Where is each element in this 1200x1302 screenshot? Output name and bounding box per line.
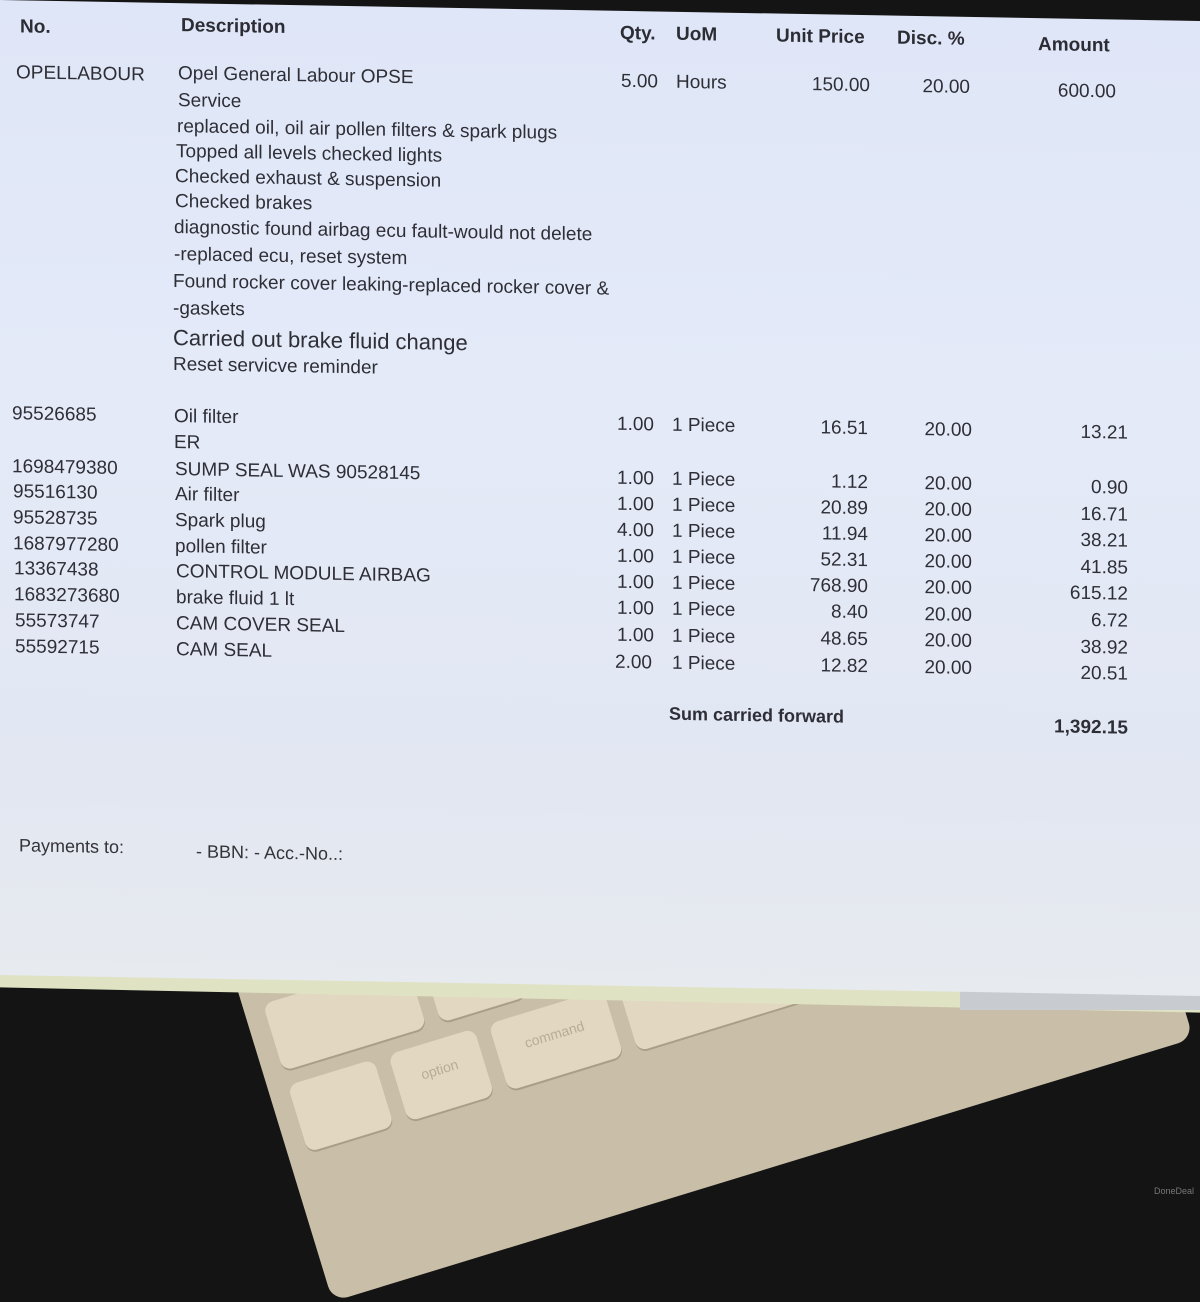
part-unit-price: 16.51 <box>820 417 868 440</box>
part-uom: 1 Piece <box>672 598 736 621</box>
part-disc: 20.00 <box>924 657 972 679</box>
part-disc: 20.00 <box>924 577 972 599</box>
part-disc: 20.00 <box>924 525 972 547</box>
header-description: Description <box>181 15 286 38</box>
part-uom: 1 Piece <box>672 572 736 595</box>
part-no: 95516130 <box>13 481 98 504</box>
labour-desc-line: Service <box>178 90 242 113</box>
part-disc: 20.00 <box>924 604 972 626</box>
part-desc-extra: ER <box>174 432 201 454</box>
sum-label: Sum carried forward <box>669 703 845 727</box>
part-unit-price: 48.65 <box>820 628 868 651</box>
part-disc: 20.00 <box>924 419 972 441</box>
labour-desc-line: -replaced ecu, reset system <box>174 244 408 270</box>
part-unit-price: 11.94 <box>821 523 868 546</box>
part-amount: 0.90 <box>1091 477 1128 499</box>
part-desc: Air filter <box>175 484 240 507</box>
part-amount: 38.92 <box>1080 636 1128 659</box>
part-uom: 1 Piece <box>672 468 736 491</box>
labour-desc-line: Reset servicve reminder <box>173 354 378 379</box>
header-unit-price: Unit Price <box>776 25 865 49</box>
part-qty: 1.00 <box>617 493 654 516</box>
labour-no: OPELLABOUR <box>16 62 145 86</box>
part-no: 1683273680 <box>14 584 120 608</box>
part-qty: 1.00 <box>617 571 654 594</box>
part-uom: 1 Piece <box>672 652 736 675</box>
sum-value: 1,392.15 <box>1054 716 1128 739</box>
part-amount: 13.21 <box>1080 421 1128 444</box>
part-desc: Oil filter <box>174 406 239 429</box>
part-disc: 20.00 <box>924 551 972 573</box>
part-no: 55592715 <box>15 636 100 659</box>
labour-desc-line: replaced oil, oil air pollen filters & spark plugs <box>177 116 558 144</box>
part-amount: 615.12 <box>1069 582 1128 605</box>
part-qty: 1.00 <box>617 597 654 620</box>
labour-amount: 600.00 <box>1057 80 1116 103</box>
part-unit-price: 52.31 <box>820 549 868 572</box>
part-amount: 16.71 <box>1080 503 1128 526</box>
part-qty: 2.00 <box>615 651 652 674</box>
part-no: 13367438 <box>14 558 99 581</box>
part-no: 95526685 <box>12 403 97 426</box>
part-unit-price: 20.89 <box>820 497 868 520</box>
part-desc: pollen filter <box>175 536 267 559</box>
part-qty: 1.00 <box>617 467 654 490</box>
part-no: 95528735 <box>13 507 98 530</box>
key-label: option <box>418 1056 461 1083</box>
part-no: 55573747 <box>15 610 100 633</box>
part-desc: CONTROL MODULE AIRBAG <box>176 561 431 587</box>
header-uom: UoM <box>676 23 718 46</box>
part-disc: 20.00 <box>924 499 972 521</box>
part-uom: 1 Piece <box>672 494 736 517</box>
part-unit-price: 8.40 <box>831 601 868 624</box>
keyboard-key-option <box>388 1028 495 1121</box>
key-label: command <box>522 1017 587 1051</box>
payments-label: Payments to: <box>19 835 125 858</box>
part-unit-price: 12.82 <box>820 655 868 678</box>
part-uom: 1 Piece <box>672 625 736 648</box>
part-desc: brake fluid 1 lt <box>176 587 295 611</box>
labour-desc-line: Carried out brake fluid change <box>173 325 468 356</box>
labour-desc-line: Opel General Labour OPSE <box>178 63 414 89</box>
part-uom: 1 Piece <box>672 546 736 569</box>
part-desc: CAM COVER SEAL <box>176 613 345 638</box>
labour-desc-line: Checked exhaust & suspension <box>175 166 442 192</box>
part-amount: 41.85 <box>1080 556 1128 579</box>
part-disc: 20.00 <box>924 473 972 495</box>
header-amount: Amount <box>1038 34 1110 57</box>
keyboard-key <box>288 1059 395 1152</box>
watermark-logo: DoneDeal <box>1153 1186 1194 1196</box>
part-desc: Spark plug <box>175 510 266 533</box>
part-uom: 1 Piece <box>672 520 736 543</box>
labour-desc-line: Found rocker cover leaking-replaced rocker cover & <box>173 271 610 300</box>
part-no: 1687977280 <box>13 533 119 557</box>
labour-qty: 5.00 <box>621 70 658 93</box>
payment-details: - BBN: - Acc.-No..: <box>196 841 344 864</box>
labour-desc-line: Checked brakes <box>175 191 313 215</box>
part-qty: 1.00 <box>617 413 654 436</box>
header-no: No. <box>20 16 51 38</box>
part-desc: SUMP SEAL WAS 90528145 <box>175 459 421 485</box>
part-qty: 4.00 <box>617 519 654 542</box>
labour-disc: 20.00 <box>922 76 970 98</box>
labour-unit-price: 150.00 <box>811 74 870 97</box>
part-amount: 38.21 <box>1080 529 1128 552</box>
part-desc: CAM SEAL <box>176 639 273 662</box>
part-uom: 1 Piece <box>672 414 736 437</box>
header-disc: Disc. % <box>897 27 965 50</box>
part-unit-price: 1.12 <box>831 471 868 494</box>
header-qty: Qty. <box>620 22 656 45</box>
labour-desc-line: -gaskets <box>173 298 245 321</box>
labour-desc-line: Topped all levels checked lights <box>176 141 443 167</box>
part-amount: 20.51 <box>1080 662 1128 685</box>
part-unit-price: 768.90 <box>809 575 868 598</box>
part-qty: 1.00 <box>617 545 654 568</box>
part-no: 1698479380 <box>12 456 118 480</box>
part-amount: 6.72 <box>1091 610 1128 632</box>
part-qty: 1.00 <box>617 624 654 647</box>
part-disc: 20.00 <box>924 630 972 652</box>
labour-uom: Hours <box>676 71 727 94</box>
keyboard-key-command <box>488 989 623 1091</box>
labour-desc-line: diagnostic found airbag ecu fault-would not delete <box>174 217 593 246</box>
